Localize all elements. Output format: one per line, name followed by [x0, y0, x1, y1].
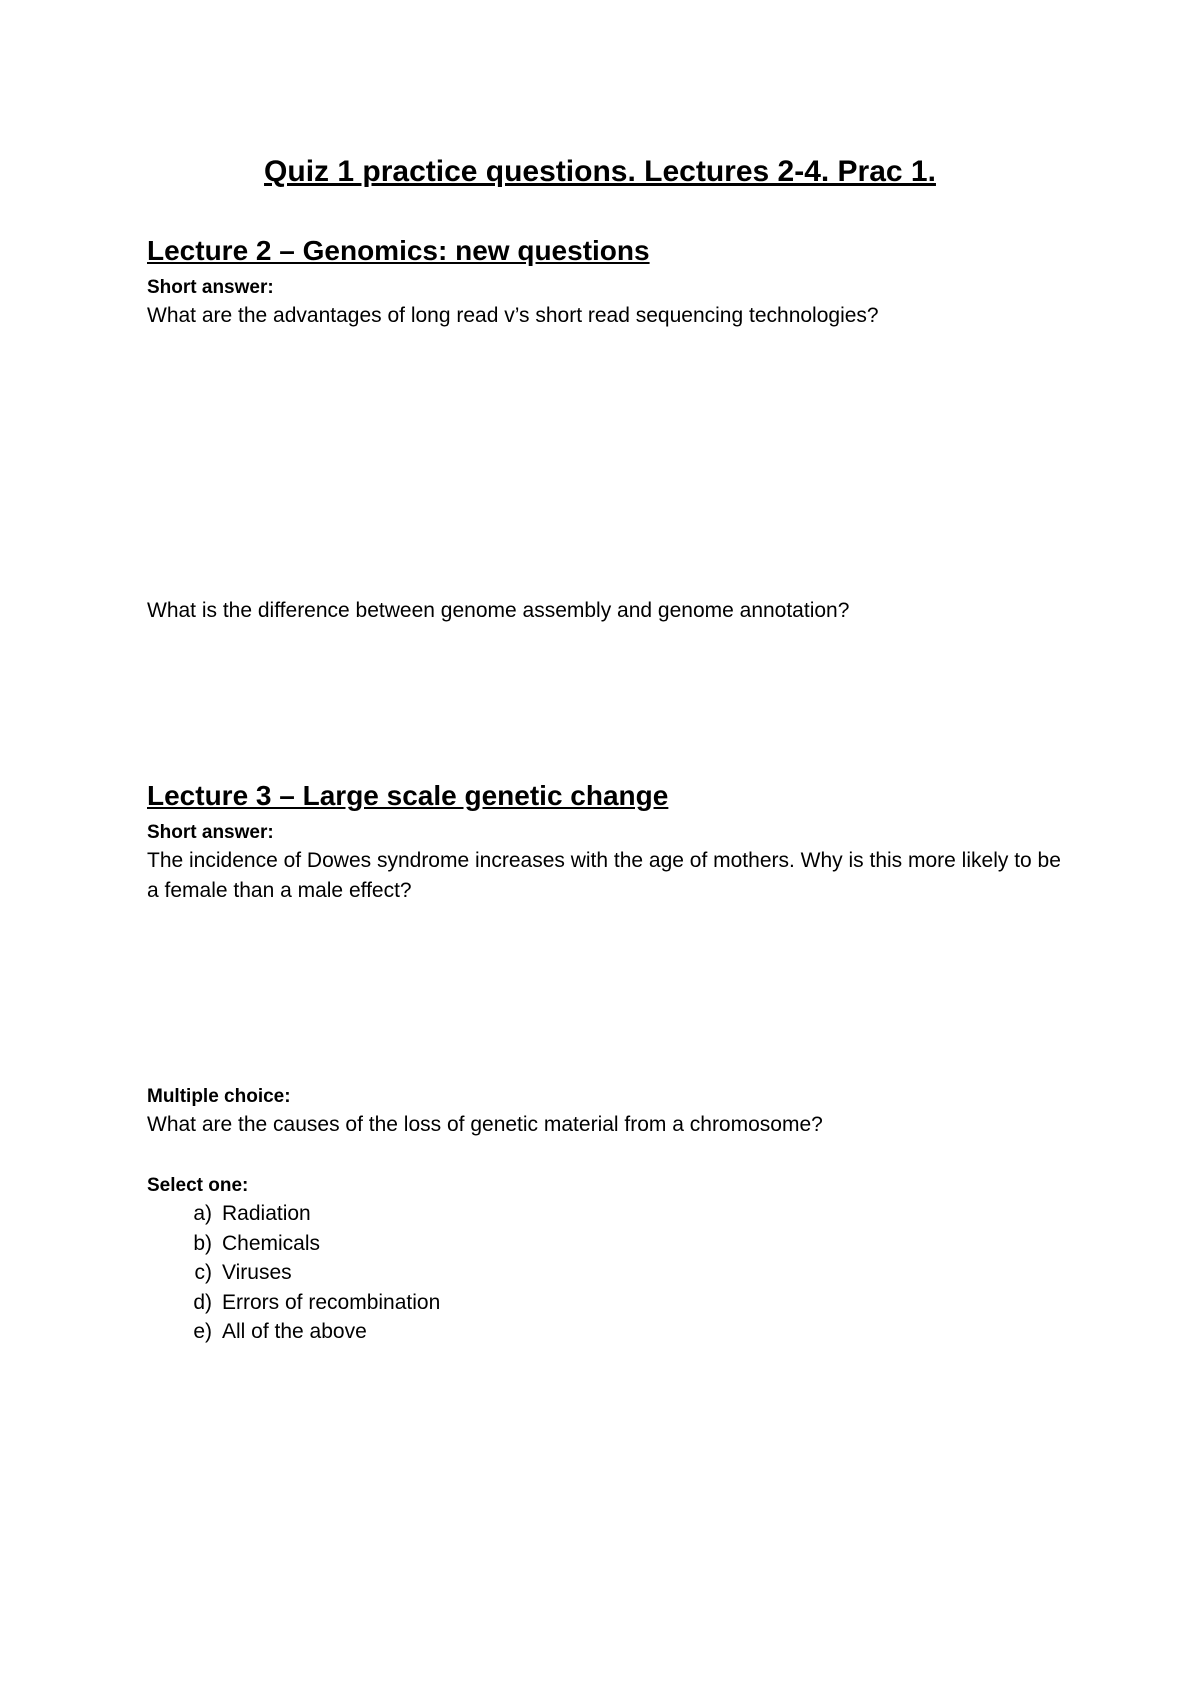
answer-option-c: [180, 1258, 440, 1288]
lecture-2-question-1: What are the advantages of long read v’s short read sequencing technologies?: [147, 304, 879, 327]
option-letter: a): [193, 1202, 212, 1225]
lecture-3-question-1: The incidence of Dowes syndrome increases with the age of mothers. Why is this more likely to be a female than a male effect?: [147, 849, 1061, 902]
lecture-2-short-answer-label: Short answer:: [147, 277, 274, 298]
answer-option-b: [180, 1229, 440, 1259]
lecture-2-heading: Lecture 2 – Genomics: new questions: [147, 235, 650, 266]
option-text: Radiation: [222, 1202, 311, 1225]
multiple-choice-label: Multiple choice:: [147, 1086, 291, 1107]
option-letter: e): [193, 1320, 212, 1344]
lecture-3-heading: Lecture 3 – Large scale genetic change: [147, 780, 669, 811]
answer-option-d: [180, 1288, 440, 1318]
option-text: Errors of recombination: [222, 1290, 441, 1314]
select-one-label: Select one:: [147, 1175, 249, 1196]
option-letter: d): [193, 1290, 212, 1314]
lecture-2-question-2: What is the difference between genome assembly and genome annotation?: [147, 599, 850, 622]
option-text: Viruses: [222, 1261, 292, 1285]
option-text: Chemicals: [222, 1231, 321, 1255]
answer-options-list: [180, 1199, 440, 1347]
lecture-3-question-2: What are the causes of the loss of genetic material from a chromosome?: [147, 1113, 823, 1136]
lecture-3-short-answer-label: Short answer:: [147, 822, 274, 843]
option-letter: b): [193, 1231, 212, 1255]
answer-option-a: [180, 1199, 440, 1229]
option-text: All of the above: [222, 1320, 367, 1344]
option-letter: c): [194, 1261, 212, 1285]
document-title: Quiz 1 practice questions. Lectures 2-4. Prac 1.: [264, 155, 936, 188]
answer-option-e: [180, 1317, 440, 1347]
